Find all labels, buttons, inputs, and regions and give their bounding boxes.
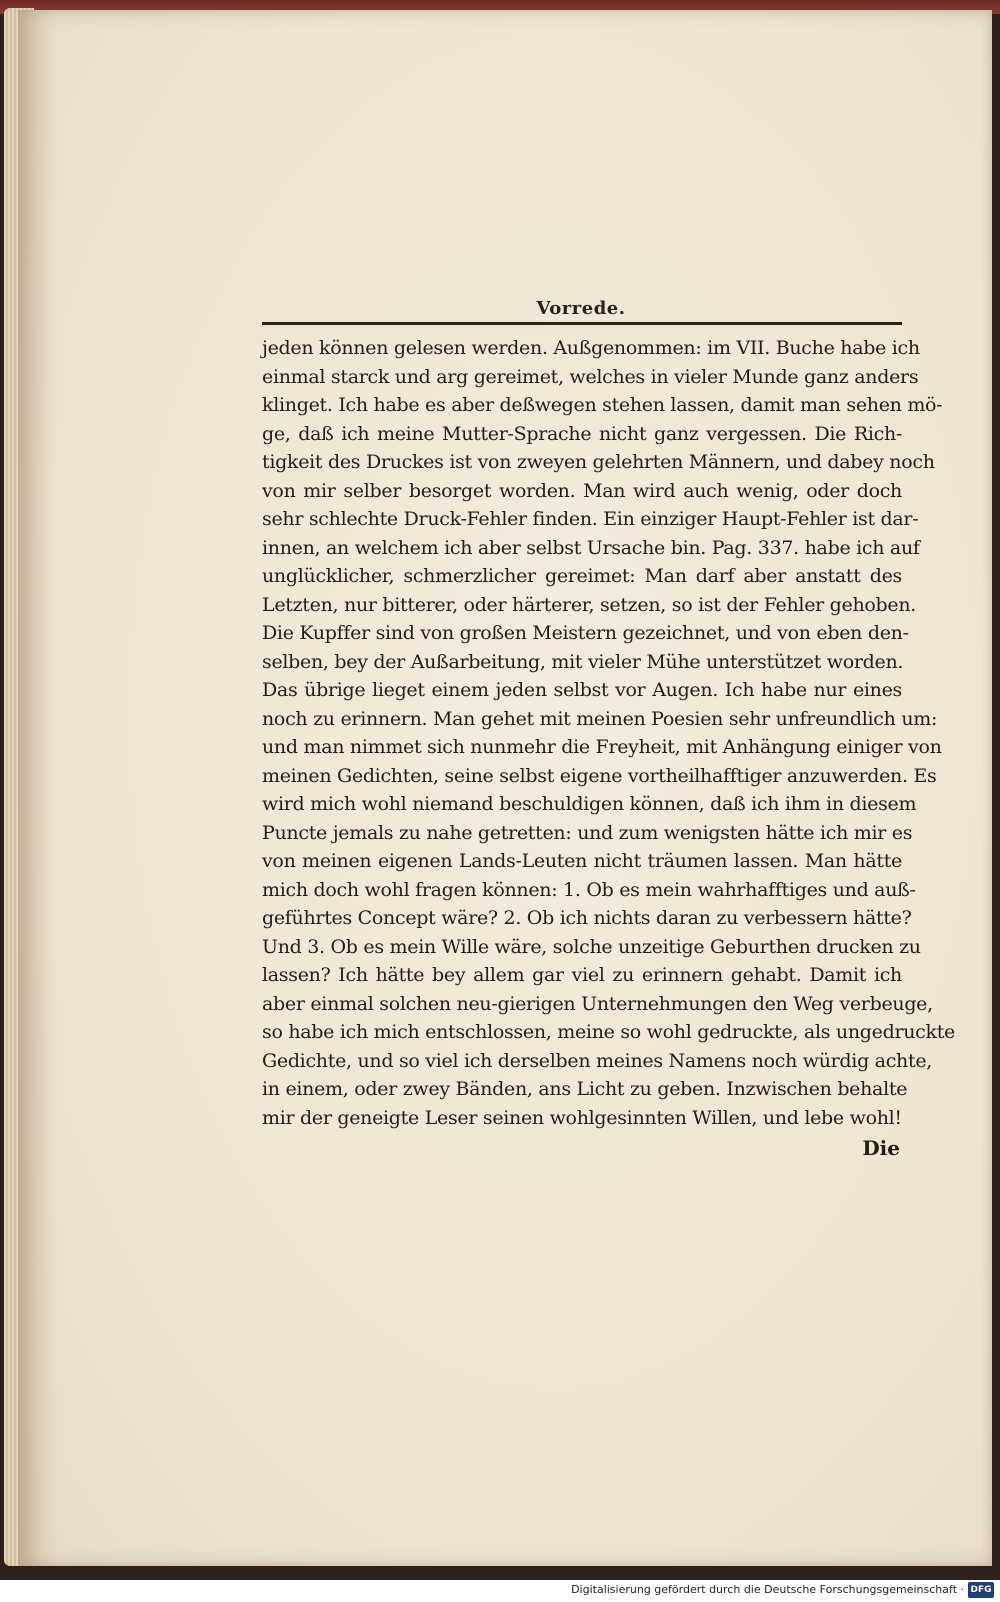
text-line: tigkeit des Druckes ist von zweyen gelehrten Männern, und dabey noch: [262, 451, 935, 473]
text-line: mir der geneigte Leser seinen wohlgesinnten Willen, und lebe wohl!: [262, 1106, 902, 1129]
text-line: so habe ich mich entschlossen, meine so wohl gedruckte, als ungedruckte: [262, 1021, 956, 1043]
text-line: innen, an welchem ich aber selbst Ursache bin. Pag. 337. habe ich auf: [262, 536, 920, 559]
text-line: mich doch wohl fragen können: 1. Ob es mein wahrhafftiges und auß-: [262, 878, 916, 901]
text-line: wird mich wohl niemand beschuldigen können, daß ich ihm in diesem: [262, 793, 917, 815]
gutter-shadow: [18, 10, 58, 1566]
text-line: ge, daß ich meine Mutter-Sprache nicht ganz vergessen. Die Rich-: [262, 422, 902, 445]
text-line: Und 3. Ob es mein Wille wäre, solche unzeitige Geburthen drucken zu: [262, 935, 921, 958]
text-line: Das übrige lieget einem jeden selbst vor Augen. Ich habe nur eines: [262, 679, 902, 701]
text-line: selben, bey der Außarbeitung, mit vieler Mühe unterstützet worden.: [262, 650, 904, 673]
text-line: unglücklicher, schmerzlicher gereimet: Man darf aber anstatt des: [262, 565, 902, 587]
body-text: [262, 334, 956, 1132]
text-line: in einem, oder zwey Bänden, ans Licht zu geben. Inzwischen behalte: [262, 1078, 908, 1100]
text-line: klinget. Ich habe es aber deßwegen stehen lassen, damit man sehen mö-: [262, 394, 943, 416]
text-line: und man nimmet sich nunmehr die Freyheit, mit Anhängung einiger von: [262, 736, 942, 758]
text-line: geführtes Concept wäre? 2. Ob ich nichts daran zu verbessern hätte?: [262, 907, 912, 929]
text-line: aber einmal solchen neu-gierigen Unternehmungen den Weg verbeuge,: [262, 992, 933, 1015]
text-line: von mir selber besorget worden. Man wird auch wenig, oder doch: [262, 479, 902, 502]
text-line: einmal starck und arg gereimet, welches in vieler Munde ganz anders: [262, 365, 919, 388]
funding-credit: Digitalisierung gefördert durch die Deutsche Forschungsgemeinschaft ·: [571, 1583, 964, 1596]
text-line: Puncte jemals zu nahe getretten: und zum wenigsten hätte ich mir es: [262, 821, 913, 844]
text-line: meinen Gedichten, seine selbst eigene vortheilhafftiger anzuwerden. Es: [262, 764, 937, 787]
text-line: noch zu erinnern. Man gehet mit meinen Poesien sehr unfreundlich um:: [262, 707, 938, 730]
text-line: lassen? Ich hätte bey allem gar viel zu erinnern gehabt. Damit ich: [262, 964, 902, 986]
running-head-rule: [262, 322, 902, 325]
text-line: jeden können gelesen werden. Außgenommen: im VII. Buche habe ich: [262, 337, 920, 359]
text-line: Letzten, nur bitterer, oder härterer, setzen, so ist der Fehler gehoben.: [262, 593, 917, 616]
catchword: Die: [862, 1136, 900, 1160]
text-line: Gedichte, und so viel ich derselben meines Namens noch würdig achte,: [262, 1049, 933, 1072]
text-line: von meinen eigenen Lands-Leuten nicht träumen lassen. Man hätte: [262, 850, 902, 872]
dfg-logo: DFG: [968, 1582, 994, 1598]
text-line: sehr schlechte Druck-Fehler finden. Ein einziger Haupt-Fehler ist dar-: [262, 508, 919, 530]
text-line: Die Kupffer sind von großen Meistern gezeichnet, und von eben den-: [262, 622, 909, 644]
running-head: Vorrede.: [536, 298, 626, 319]
